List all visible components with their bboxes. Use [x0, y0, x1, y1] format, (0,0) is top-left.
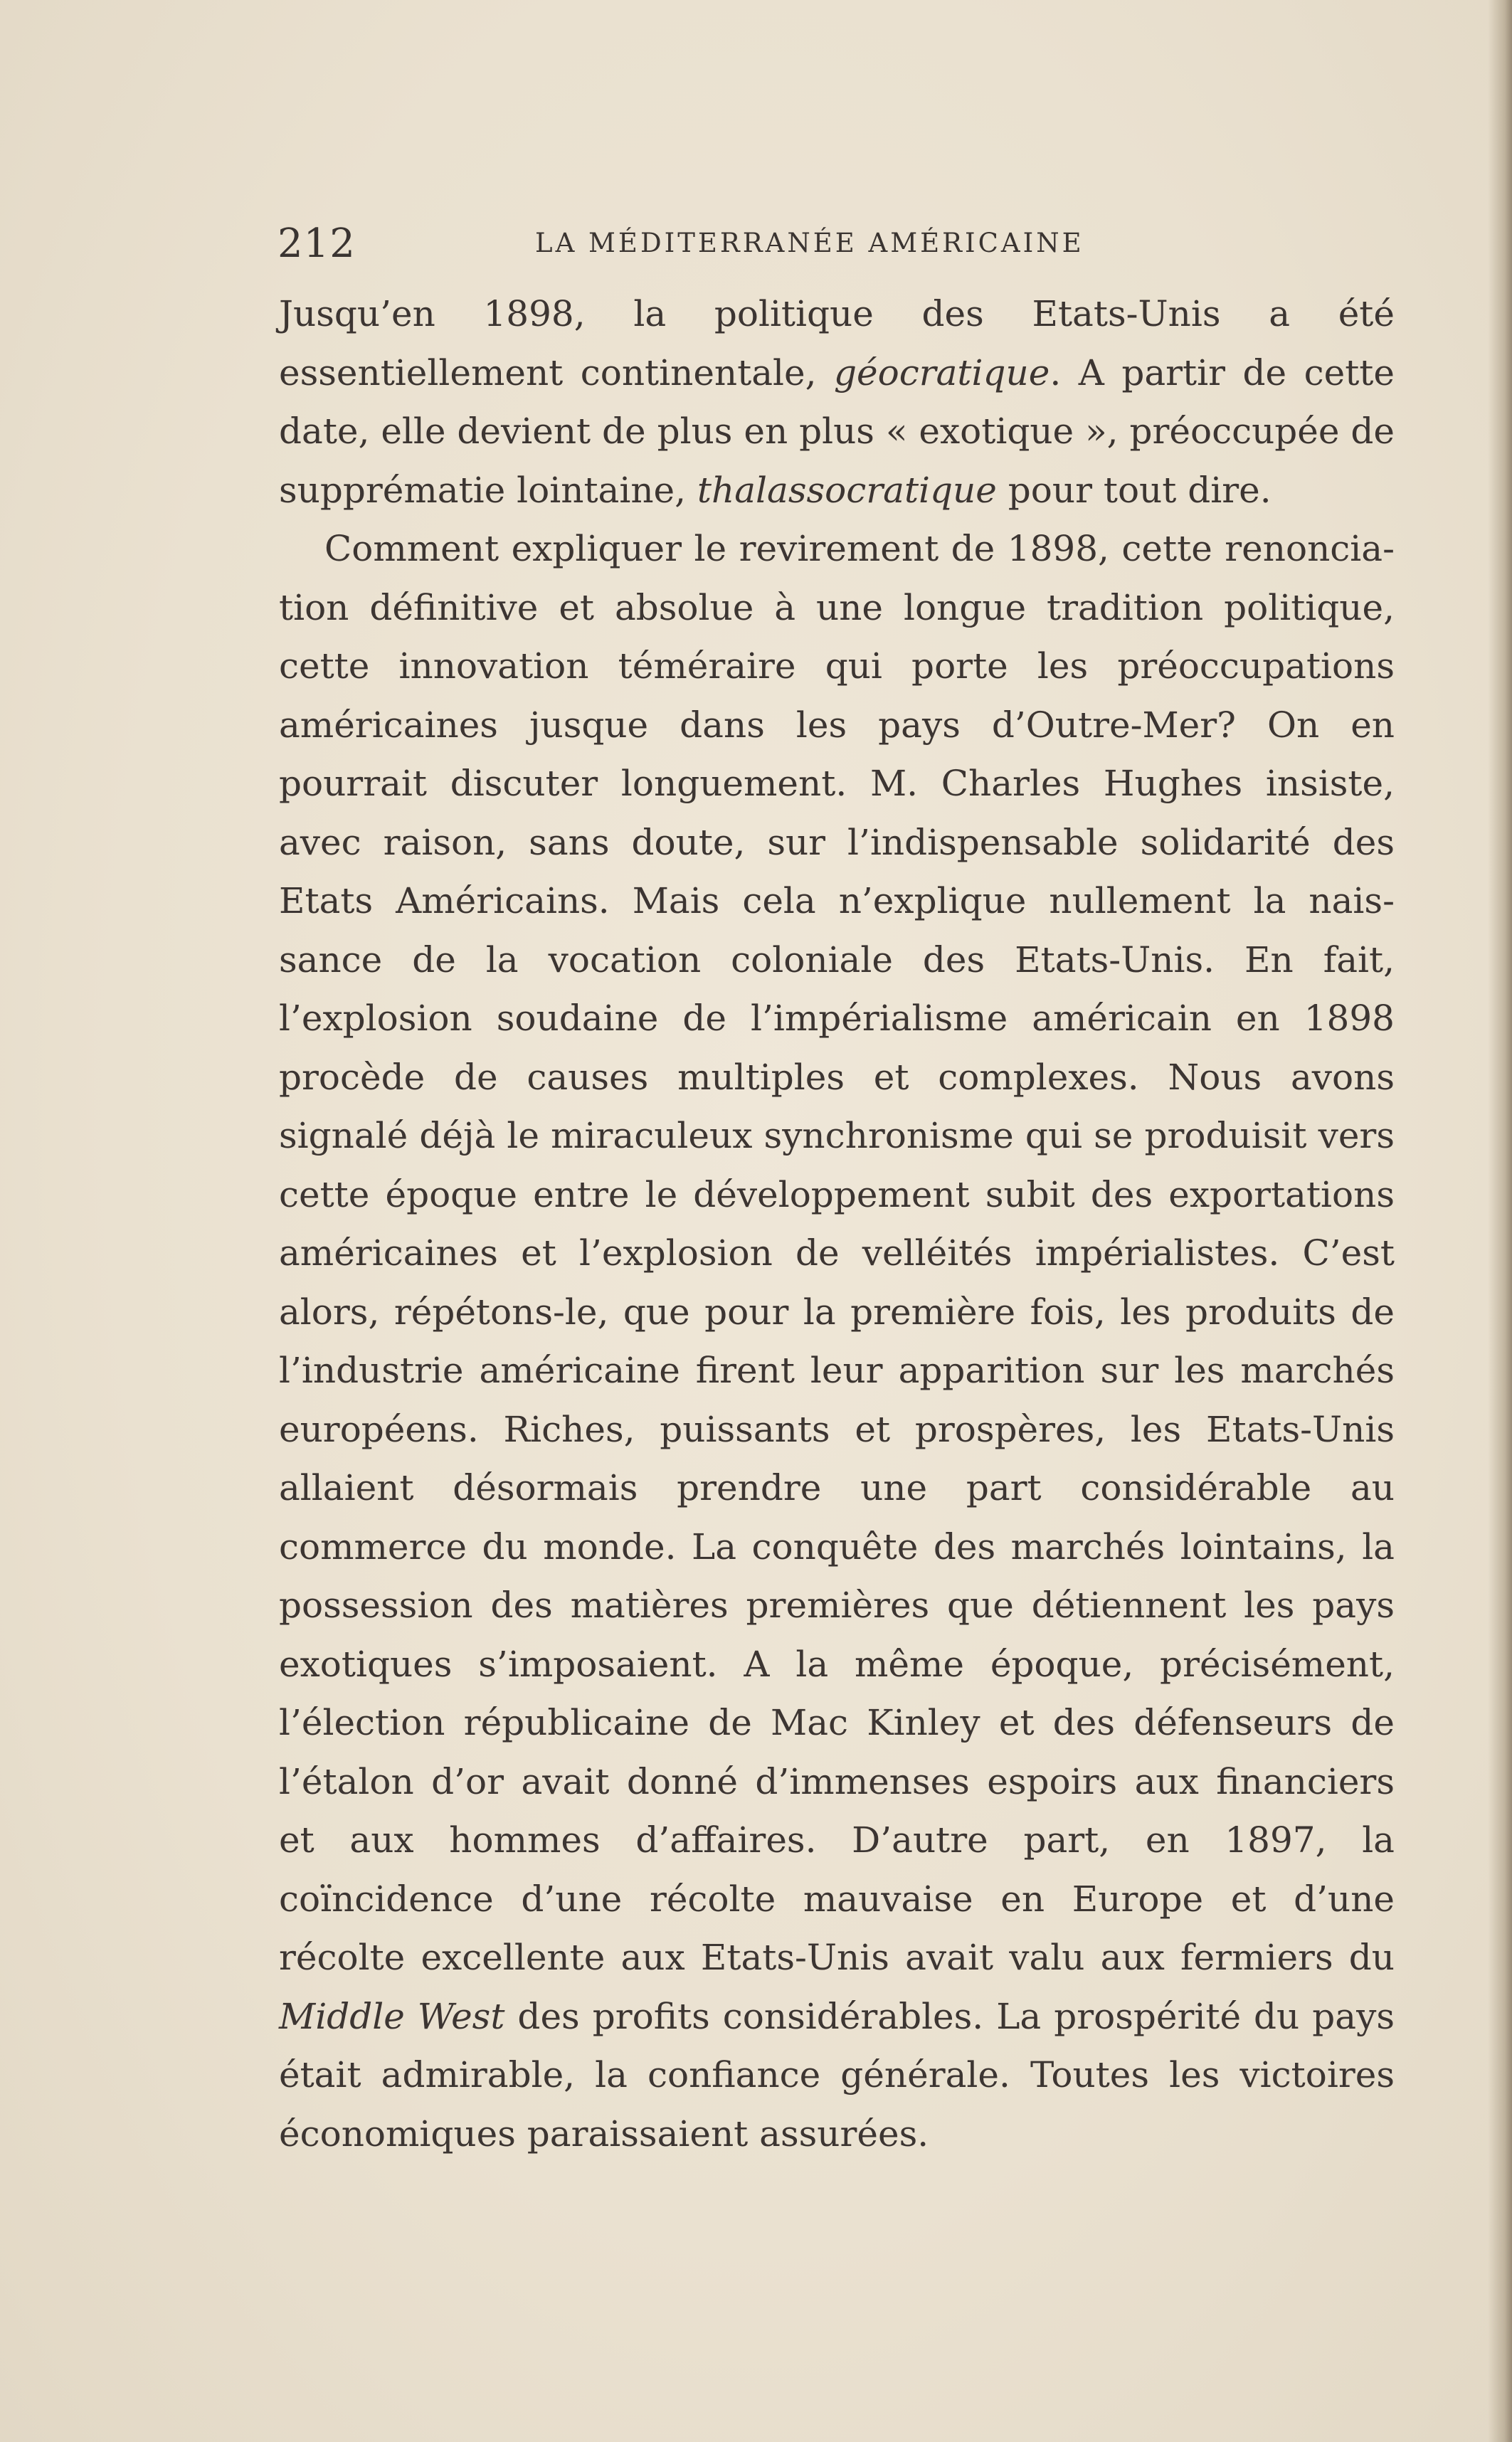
paragraph-2	[279, 519, 1395, 2163]
paragraph-2-italic-a: Middle West	[279, 1995, 505, 2037]
running-title: LA MÉDITERRANÉE AMÉRICAINE	[535, 228, 1084, 258]
paragraph-1-text-a: Jusqu’en 1898, la politique des Etats-Unis a été essentiellement continentale,	[279, 293, 1395, 393]
paragraph-1-italic-a: géocratique	[834, 352, 1050, 393]
paragraph-1-text-b: . A partir de cette date, elle devient de plus en plus « exotique », préoccupée de supprématie lointaine,	[279, 352, 1395, 511]
paragraph-1-text-c: pour tout dire.	[996, 469, 1272, 511]
paragraph-1-italic-b: thalassocratique	[697, 469, 997, 511]
page-edge-shadow	[1488, 0, 1512, 2442]
body-text	[279, 285, 1395, 2163]
paragraph-2-text-b: des profits considérables. La prospérité du pays était admirable, la confiance générale. Toutes les victoires économiques paraissaient assurées.	[279, 1995, 1395, 2155]
paragraph-1	[279, 285, 1395, 519]
page-number: 212	[277, 221, 356, 267]
page-header	[277, 213, 1142, 270]
paragraph-2-text-a: Comment expliquer le revirement de 1898, cette renonciation définitive et absolue à une longue tradition politique, cette innovation téméraire qui porte les préoccupations américaines jusque dans les pays d’Outre-Mer? On en pourrait discuter longuement. M. Charles Hughes insiste, avec raison, sans doute, sur l’indispensable solidarité des Etats Américains. Mais cela n’explique nullement la naissance de la vocation coloniale des Etats-Unis. En fait, l’explosion soudaine de l’impérialisme américain en 1898 procède de causes multiples et complexes. Nous avons signalé déjà le miraculeux synchronisme qui se produisit vers cette époque entre le développement subit des exportations américaines et l’explosion de velléités impérialistes. C’est alors, répétons-le, que pour la première fois, les produits de l’industrie américaine firent leur apparition sur les marchés européens. Riches, puissants et prospères, les Etats-Unis allaient désormais prendre une part considérable au commerce du monde. La conquête des marchés lointains, la possession des matières premières que détiennent les pays exotiques s’imposaient. A la même époque, précisément, l’élection républicaine de Mac Kinley et des défenseurs de l’étalon d’or avait donné d’immenses espoirs aux financiers et aux hommes d’affaires. D’autre part, en 1897, la coïncidence d’une récolte mauvaise en Europe et d’une récolte excellente aux Etats-Unis avait valu aux fermiers du	[279, 528, 1395, 1978]
